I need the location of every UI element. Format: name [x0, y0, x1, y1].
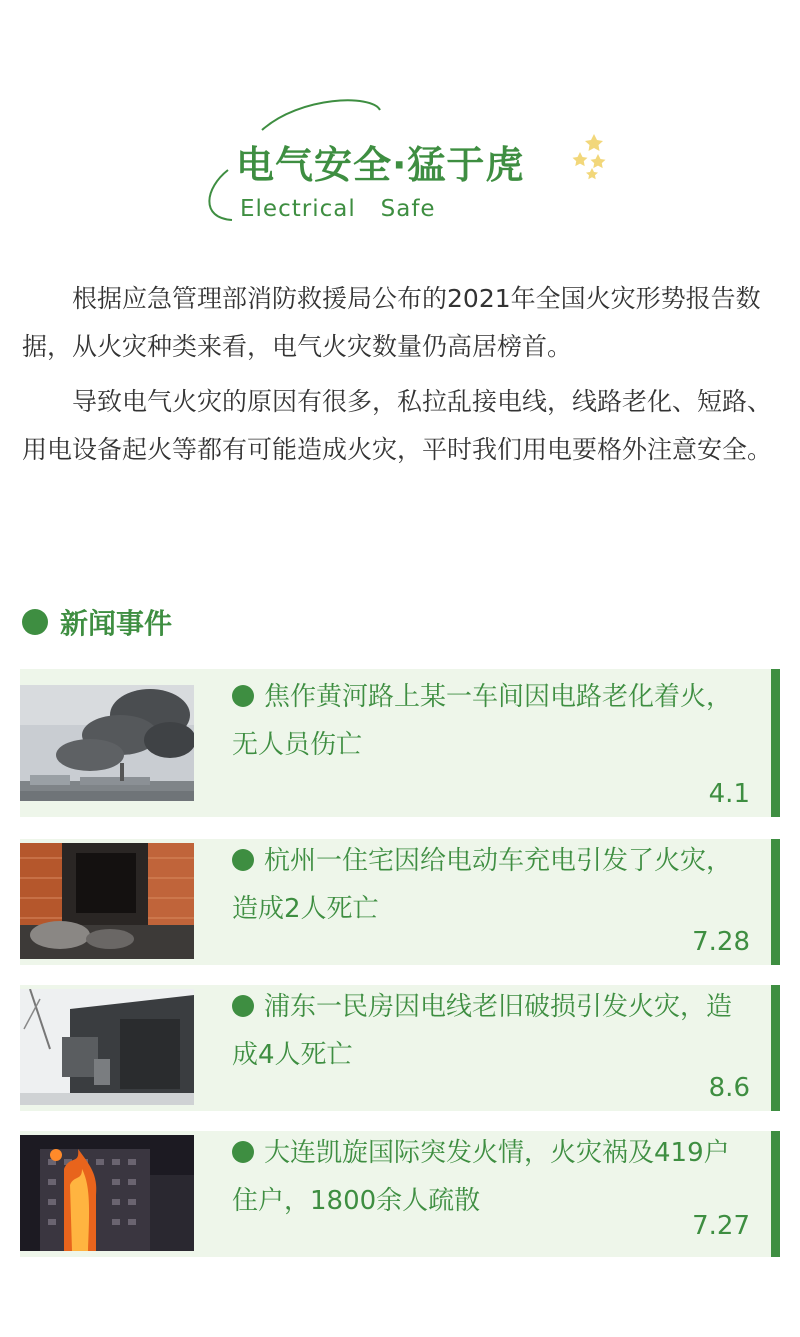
header [0, 90, 800, 240]
cause-paragraph: 导致电气火灾的原因有很多，私拉乱接电线，线路老化、短路、用电设备起火等都有可能造成火灾，平时我们用电要格外注意安全。 [22, 387, 773, 464]
bullet-icon [232, 995, 254, 1017]
news-headline-text: 大连凯旋国际突发火情，火灾祸及419户住户，1800余人疏散 [232, 1138, 730, 1216]
news-card[interactable] [20, 985, 780, 1111]
card-accent-bar [771, 839, 780, 965]
news-thumbnail [20, 989, 194, 1105]
card-accent-bar [771, 669, 780, 817]
bullet-icon [232, 1141, 254, 1163]
news-thumbnail [20, 685, 194, 801]
factory-smoke-photo [20, 685, 194, 801]
card-accent-bar [771, 1131, 780, 1257]
building-fire-photo [20, 1135, 194, 1251]
card-accent-bar [771, 985, 780, 1111]
section-heading-label: 新闻事件 [60, 607, 173, 640]
bullet-icon [232, 685, 254, 707]
news-headline [232, 837, 752, 933]
news-headline [232, 673, 752, 769]
news-thumbnail [20, 843, 194, 959]
burned-corridor-photo [20, 843, 194, 959]
page-title: 电气安全·猛于虎 [236, 143, 525, 187]
news-headline [232, 1129, 752, 1225]
news-card[interactable] [20, 839, 780, 965]
bullet-icon [22, 609, 48, 635]
news-card[interactable] [20, 669, 780, 817]
bullet-icon [232, 849, 254, 871]
news-headline-text: 杭州一住宅因给电动车充电引发了火灾，造成2人死亡 [232, 846, 733, 924]
news-headline-text: 焦作黄河路上某一车间因电路老化着火，无人员伤亡 [232, 682, 733, 760]
news-headline-text: 浦东一民房因电线老旧破损引发火灾，造成4人死亡 [232, 992, 733, 1070]
burned-house-photo [20, 989, 194, 1105]
stars-icon [570, 132, 614, 182]
news-date: 7.28 [692, 927, 750, 957]
news-headline [232, 983, 752, 1079]
news-date: 4.1 [708, 779, 750, 809]
news-card[interactable] [20, 1131, 780, 1257]
news-date: 8.6 [708, 1073, 750, 1103]
news-date: 7.27 [692, 1211, 750, 1241]
section-heading [22, 600, 172, 644]
news-thumbnail [20, 1135, 194, 1251]
page-subtitle: Electrical Safe [240, 196, 436, 222]
intro-paragraph: 根据应急管理部消防救援局公布的2021年全国火灾形势报告数据，从火灾种类来看，电气火灾数量仍高居榜首。 [22, 284, 761, 361]
